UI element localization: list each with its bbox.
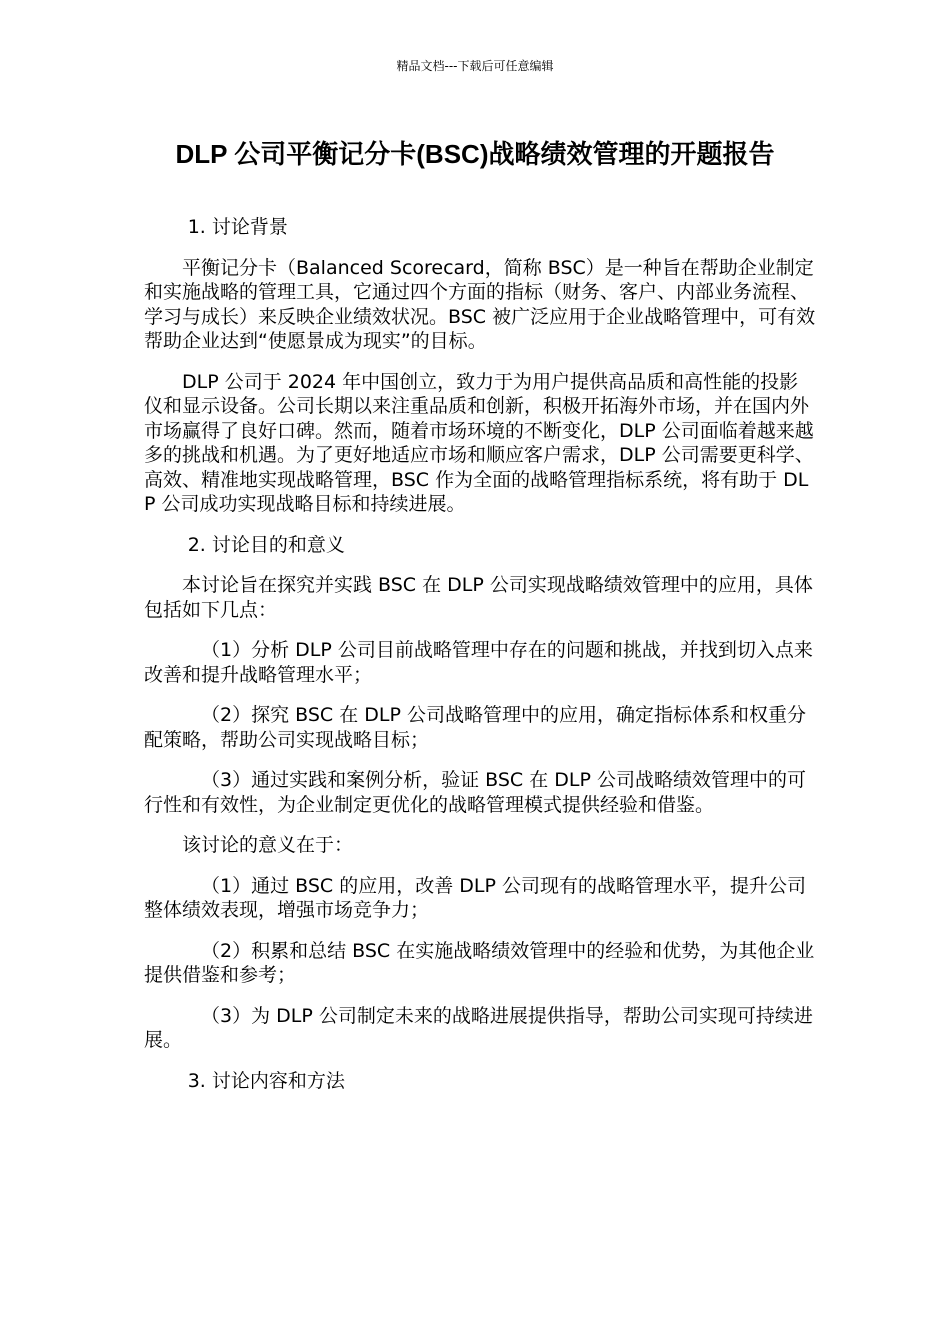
significance-item-1: （1）通过 BSC 的应用，改善 DLP 公司现有的战略管理水平，提升公司整体绩效表现，增强市场竞争力； (144, 874, 806, 921)
section-2-heading: 2. 讨论目的和意义 (187, 533, 345, 556)
significance-item-3: （3）为 DLP 公司制定未来的战略进展提供指导，帮助公司实现可持续进展。 (144, 1004, 813, 1051)
purpose-item-2: （2）探究 BSC 在 DLP 公司战略管理中的应用，确定指标体系和权重分配策略，帮助公司实现战略目标； (144, 704, 806, 751)
section-3-heading: 3. 讨论内容和方法 (187, 1069, 345, 1092)
document-body (144, 215, 816, 1093)
purpose-item-3: （3）通过实践和案例分析，验证 BSC 在 DLP 公司战略绩效管理中的可行性和有效性，为企业制定更优化的战略管理模式提供经验和借鉴。 (144, 769, 806, 816)
section-2-intro: 本讨论旨在探究并实践 BSC 在 DLP 公司实现战略绩效管理中的应用，具体包括如下几点： (144, 574, 813, 621)
page-header-watermark: 精品文档---下载后可任意编辑 (396, 59, 554, 73)
section-1-paragraph-1: 平衡记分卡（Balanced Scorecard，简称 BSC）是一种旨在帮助企业制定和实施战略的管理工具，它通过四个方面的指标（财务、客户、内部业务流程、学习与成长）来反映企业绩效状况。BSC 被广泛应用于企业战略管理中，可有效帮助企业达到“使愿景成为现实”的目标。 (144, 256, 816, 352)
section-1-heading: 1. 讨论背景 (187, 216, 288, 238)
section-1-paragraph-2: DLP 公司于 2024 年中国创立，致力于为用户提供高品质和高性能的投影仪和显示设备。公司长期以来注重品质和创新，积极开拓海外市场，并在国内外市场赢得了良好口碑。然而，随着市场环境的不断变化，DLP 公司面临着越来越多的挑战和机遇。为了更好地适应市场和顺应客户需求，DLP 公司需要更科学、高效、精准地实现战略管理，BSC 作为全面的战略管理指标系统，将有助于 DLP 公司成功实现战略目标和持续进展。 (144, 370, 814, 515)
purpose-item-1: （1）分析 DLP 公司目前战略管理中存在的问题和挑战，并找到切入点来改善和提升战略管理水平； (144, 639, 813, 686)
significance-item-2: （2）积累和总结 BSC 在实施战略绩效管理中的经验和优势，为其他企业提供借鉴和参考； (144, 939, 815, 986)
document-title: DLP 公司平衡记分卡(BSC)战略绩效管理的开题报告 (175, 139, 775, 169)
significance-intro: 该讨论的意义在于： (182, 834, 354, 856)
